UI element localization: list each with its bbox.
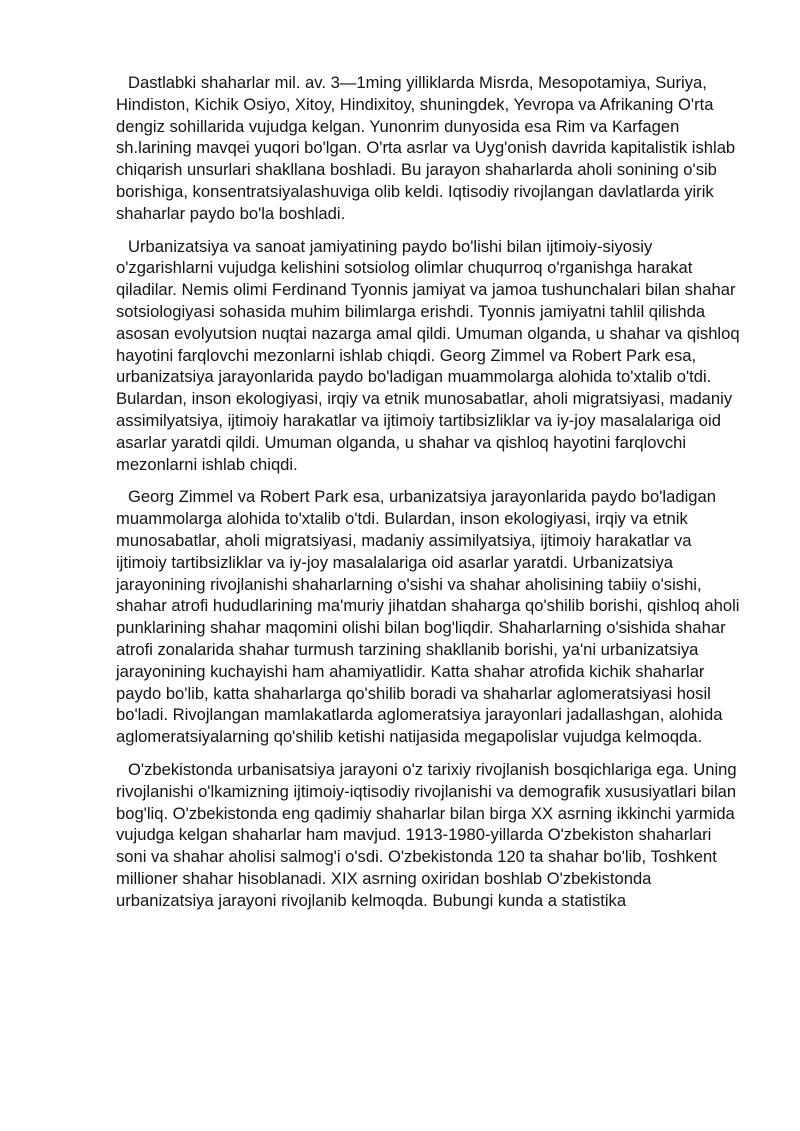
document-page — [116, 72, 746, 922]
paragraph-early-cities: Dastlabki shaharlar mil. av. 3—1ming yilliklarda Misrda, Mesopotamiya, Suriya, Hindiston, Kichik Osiyo, Xitoy, Hindixitoy, shuningdek, Yevropa va Afrikaning O'rta dengiz sohillarida vujudga kelgan. Yunonrim dunyosida esa Rim va Karfagen sh.larining mavqei yuqori bo'lgan. O'rta asrlar va Uyg'onish davrida kapitalistik ishlab chiqarish unsurlari shakllana boshladi. Bu jarayon shaharlarda aholi sonining o'sib borishiga, konsentratsiyalashuviga olib keldi. Iqtisodiy rivojlangan davlatlarda yirik shaharlar paydo bo'la boshladi. — [116, 73, 736, 223]
paragraph-uzbekistan-urbanization: O'zbekistonda urbanisatsiya jarayoni o'z tarixiy rivojlanish bosqichlariga ega. Uning rivojlanishi o'lkamizning ijtimoiy-iqtisodiy rivojlanishi va demografik xususiyatlari bilan bog'liq. O'zbekistonda eng qadimiy shaharlar bilan birga XX asrning ikkinchi yarmida vujudga kelgan shaharlar ham mavjud. 1913-1980-yillarda O'zbekiston shaharlari soni va shahar aholisi salmog'i o'sdi. O'zbekistonda 120 ta shahar bo'lib, Toshkent millioner shahar hisoblanadi. XIX asrning oxiridan boshlab O'zbekistonda urbanizatsiya jarayoni rivojlanib kelmoqda. Bubungi kunda a statistika — [116, 759, 737, 910]
paragraph-urbanization-sociology: Urbanizatsiya va sanoat jamiyatining paydo bo'lishi bilan ijtimoiy-siyosiy o'zgarishlarni vujudga kelishini sotsiolog olimlar chuqurroq o'rganishga harakat qiladilar. Nemis olimi Ferdinand Tyonnis jamiyat va jamoa tushunchalari bilan shahar sotsiologiyasi sohasida muhim bilimlarga erishdi. Tyonnis jamiyatni tahlil qilishda asosan evolyutsion nuqtai nazarga amal qildi. Umuman olganda, u shahar va qishloq hayotini farqlovchi mezonlarni ishlab chiqdi. Georg Zimmel va Robert Park esa, urbanizatsiya jarayonlarida paydo bo'ladigan muammolarga alohida to'xtalib o'tdi. Bulardan, inson ekologiyasi, irqiy va etnik munosabatlar, aholi migratsiyasi, madaniy assimilyatsiya, ijtimoiy harakatlar va ijtimoiy tartibsizliklar va iy-joy masalalariga oid asarlar yaratdi qildi. Umuman olganda, u shahar va qishloq hayotini farqlovchi mezonlarni ishlab chiqdi. — [116, 236, 740, 474]
paragraph-zimmel-park: Georg Zimmel va Robert Park esa, urbanizatsiya jarayonlarida paydo bo'ladigan muammolarga alohida to'xtalib o'tdi. Bulardan, inson ekologiyasi, irqiy va etnik munosabatlar, aholi migratsiyasi, madaniy assimilyatsiya, ijtimoiy harakatlar va ijtimoiy tartibsizliklar va iy-joy masalalariga oid asarlar yaratdi. Urbanizatsiya jarayonining rivojlanishi shaharlarning o'sishi va shahar aholisining tabiiy o'sishi, shahar atrofi hududlarining ma'muriy jihatdan shaharga qo'shilib borishi, qishloq aholi punklarining shahar maqomini olishi bilan bog'liqdir. Shaharlarning o'sishida shahar atrofi zonalarida shahar turmush tarzining shakllanib borishi, ya'ni urbanizatsiya jarayonining kuchayishi ham ahamiyatlidir. Katta shahar atrofida kichik shaharlar paydo bo'lib, katta shaharlarga qo'shilib boradi va shaharlar aglomeratsiyasi hosil bo'ladi. Rivojlangan mamlakatlarda aglomeratsiya jarayonlari jadallashgan, alohida aglomeratsiyalarning qo'shilib ketishi natijasida megapolislar vujudga kelmoqda. — [116, 487, 740, 747]
